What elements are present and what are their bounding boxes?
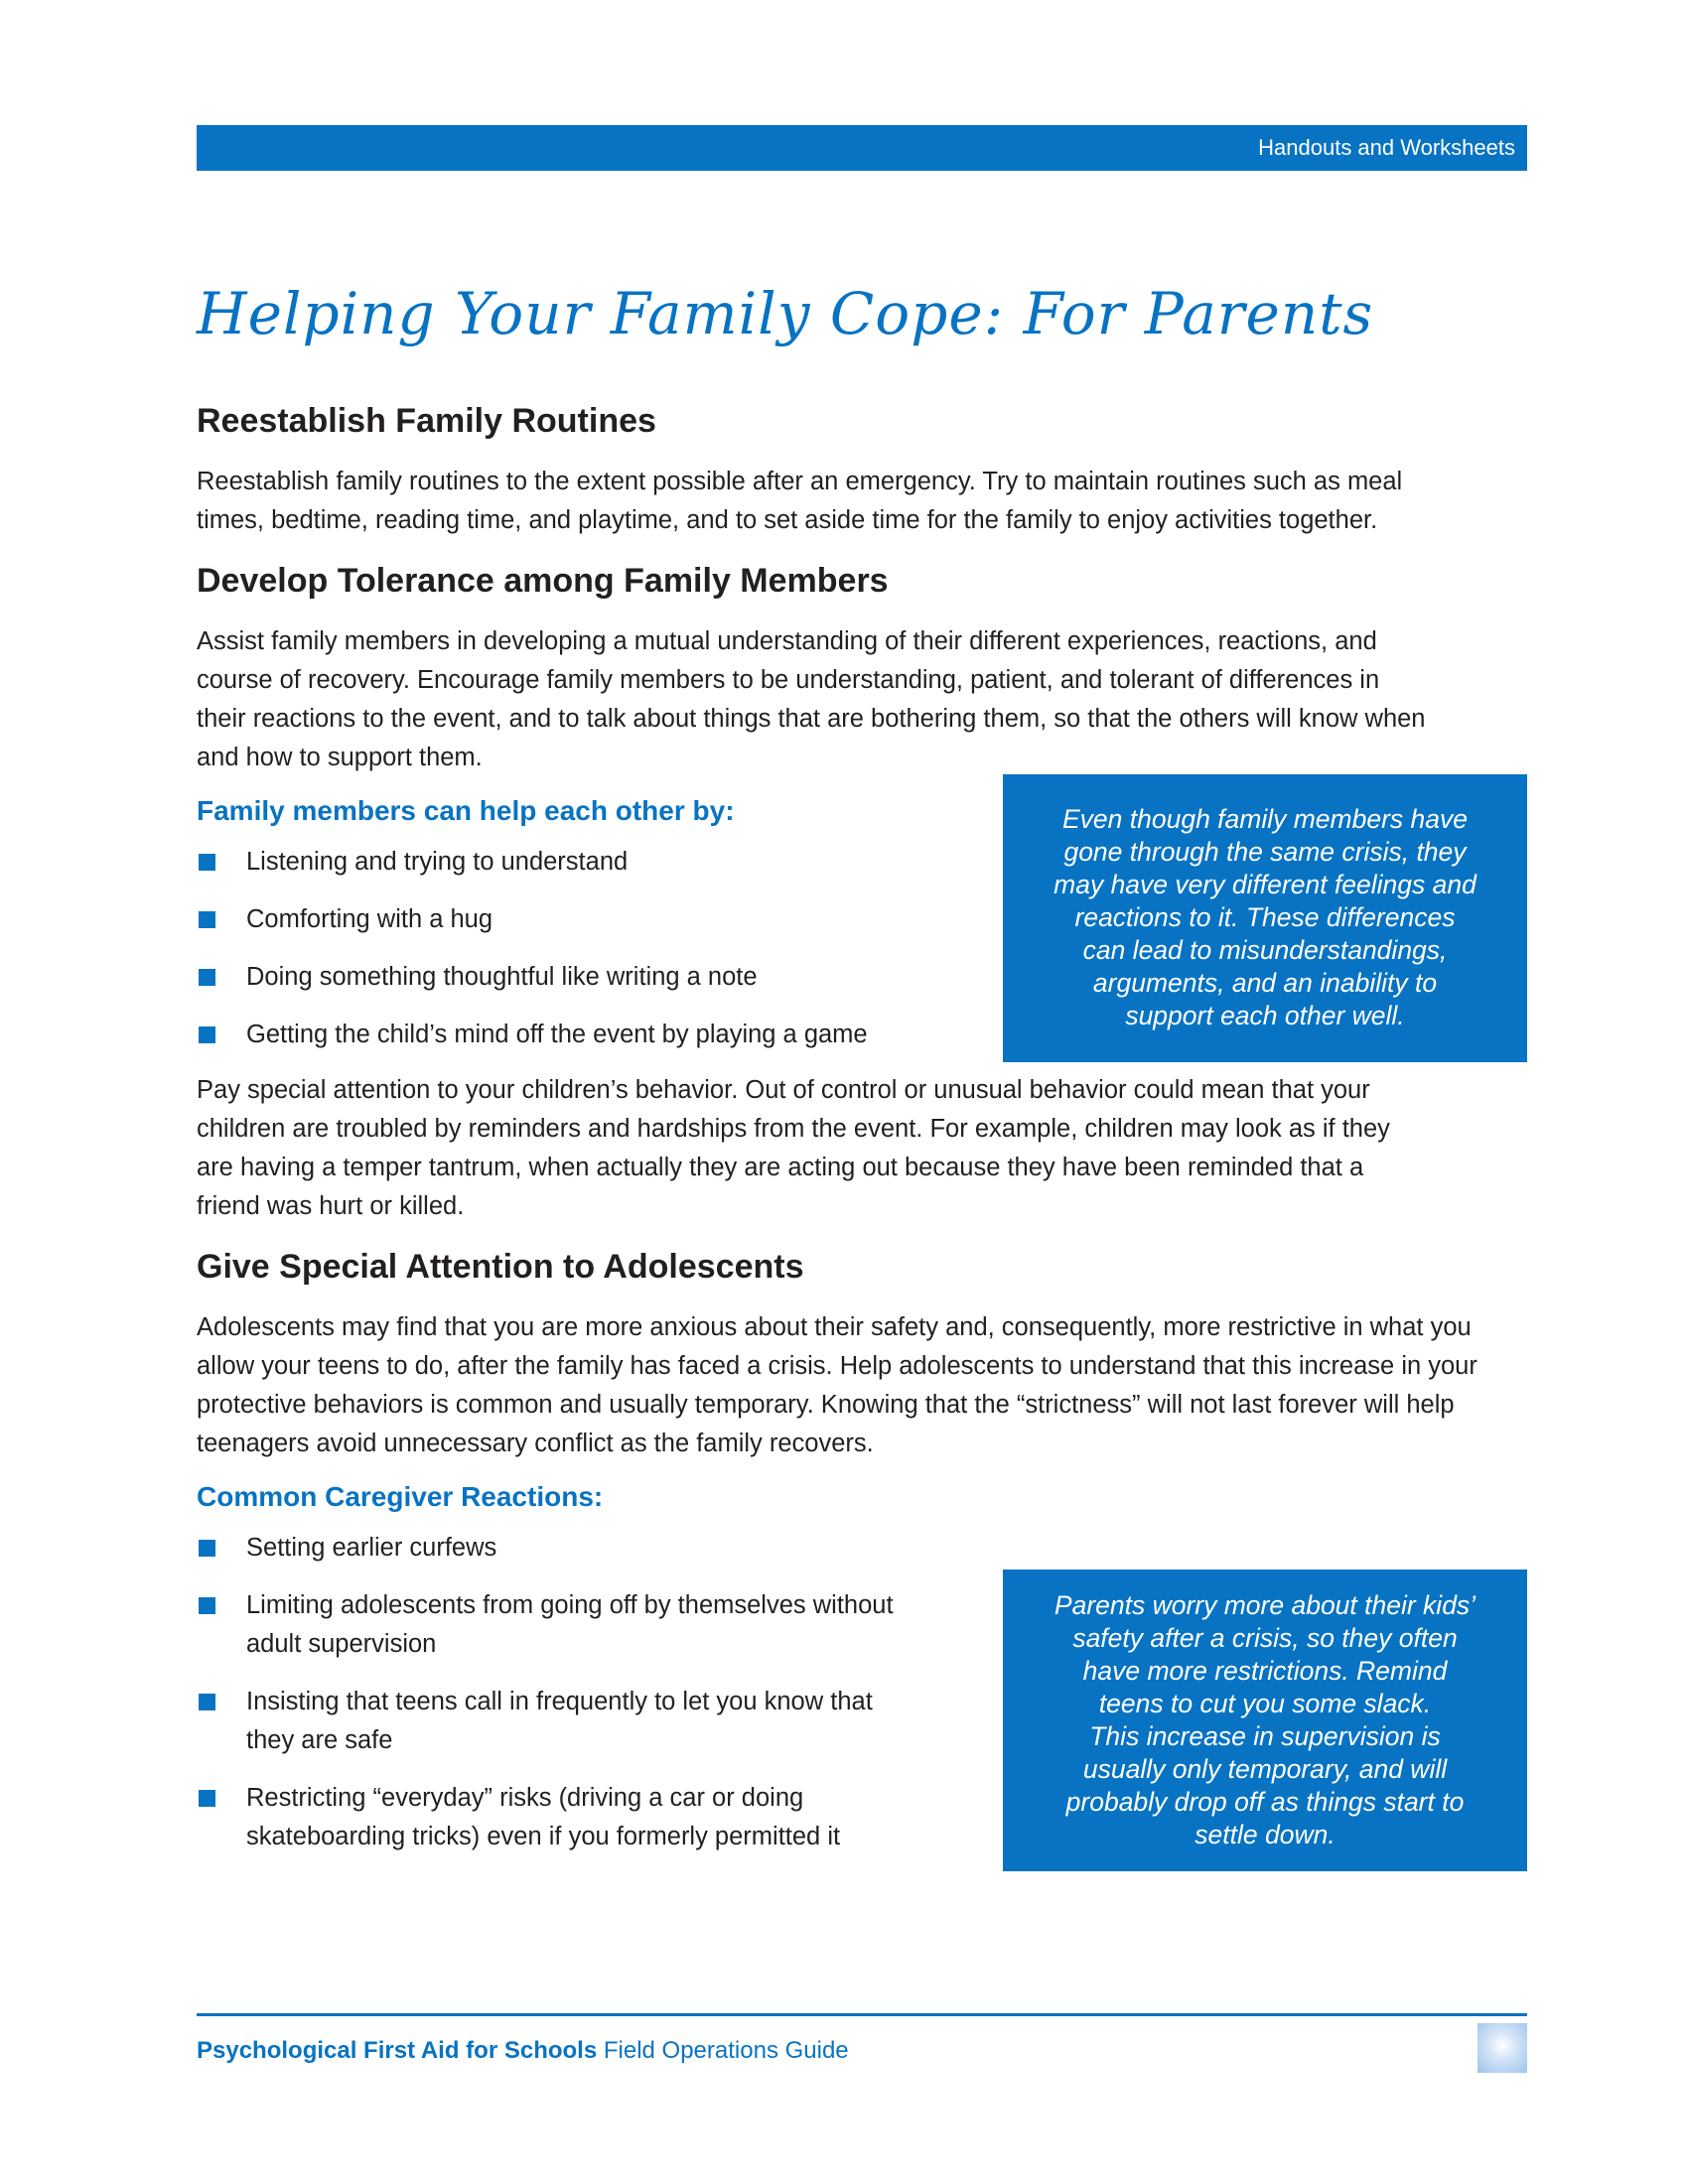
page-marker-icon — [1477, 2023, 1527, 2073]
bullet-square-icon — [199, 911, 215, 928]
subheading-family-help: Family members can help each other by: — [197, 795, 735, 826]
footer-guide-title: Psychological First Aid for Schools Field Operations Guide — [197, 2037, 849, 2064]
list-item: Limiting adolescents from going off by themselves without adult supervision — [197, 1586, 1527, 1664]
list-item: Doing something thoughtful like writing a note — [197, 958, 1527, 997]
list-item: Setting earlier curfews — [197, 1529, 1527, 1568]
paragraph-routines: Reestablish family routines to the extent possible after an emergency. Try to maintain routines such as meal times, bedtime, reading time, and playtime, and to set aside time for the family to enjoy activities together. — [197, 468, 1403, 534]
page-title: Helping Your Family Cope: For Parents — [197, 280, 1374, 347]
heading-tolerance: Develop Tolerance among Family Members — [197, 562, 889, 600]
paragraph-children-behavior: Pay special attention to your children’s behavior. Out of control or unusual behavior could mean that your children are troubled by reminders and hardships from the event. For example, children may look as if they are having a temper tantrum, when actually they are acting out because they have been reminded that a friend was hurt or killed. — [197, 1076, 1390, 1220]
bullet-square-icon — [199, 1694, 215, 1710]
bullet-square-icon — [199, 854, 215, 871]
footer-divider — [197, 2013, 1527, 2016]
bullet-square-icon — [199, 1597, 215, 1614]
bullet-square-icon — [199, 1790, 215, 1807]
subheading-caregiver-reactions: Common Caregiver Reactions: — [197, 1481, 604, 1512]
list-item: Comforting with a hug — [197, 900, 1527, 939]
bullet-square-icon — [199, 969, 215, 986]
header-bar — [197, 125, 1527, 171]
paragraph-tolerance: Assist family members in developing a mutual understanding of their different experiences, reactions, and course of recovery. Encourage family members to be understanding, patient, and tolerant of differences in their reactions to the event, and to talk about things that are bothering them, so that the others will know when and how to support them. — [197, 627, 1426, 771]
callout-family-differences: Even though family members have gone through the same crisis, they may have very different feelings and reactions to it. These differences can lead to misunderstandings, arguments, and an inability to support each other well. — [1003, 774, 1527, 1062]
bullet-square-icon — [199, 1026, 215, 1043]
heading-routines: Reestablish Family Routines — [197, 402, 656, 440]
list-item: Listening and trying to understand — [197, 843, 1527, 882]
list-item: Restricting “everyday” risks (driving a car or doing skateboarding tricks) even if you formerly permitted it — [197, 1779, 1527, 1856]
paragraph-adolescents: Adolescents may find that you are more anxious about their safety and, consequently, more restrictive in what you allow your teens to do, after the family has faced a crisis. Help adolescents to understand that this increase in your protective behaviors is common and usually temporary. Knowing that the “strictness” will not last forever will help teenagers avoid unnecessary conflict as the family recovers. — [197, 1313, 1477, 1457]
bullet-square-icon — [199, 1540, 215, 1557]
list-item: Insisting that teens call in frequently to let you know that they are safe — [197, 1683, 1527, 1760]
section-label: Handouts and Worksheets — [1258, 135, 1515, 160]
list-item: Getting the child’s mind off the event by playing a game — [197, 1016, 1527, 1054]
callout-parents-worry: Parents worry more about their kids’ safety after a crisis, so they often have more restrictions. Remind teens to cut you some slack. This increase in supervision is usually only temporary, and will probably drop off as things start to settle down. — [1003, 1570, 1527, 1871]
heading-adolescents: Give Special Attention to Adolescents — [197, 1248, 804, 1286]
